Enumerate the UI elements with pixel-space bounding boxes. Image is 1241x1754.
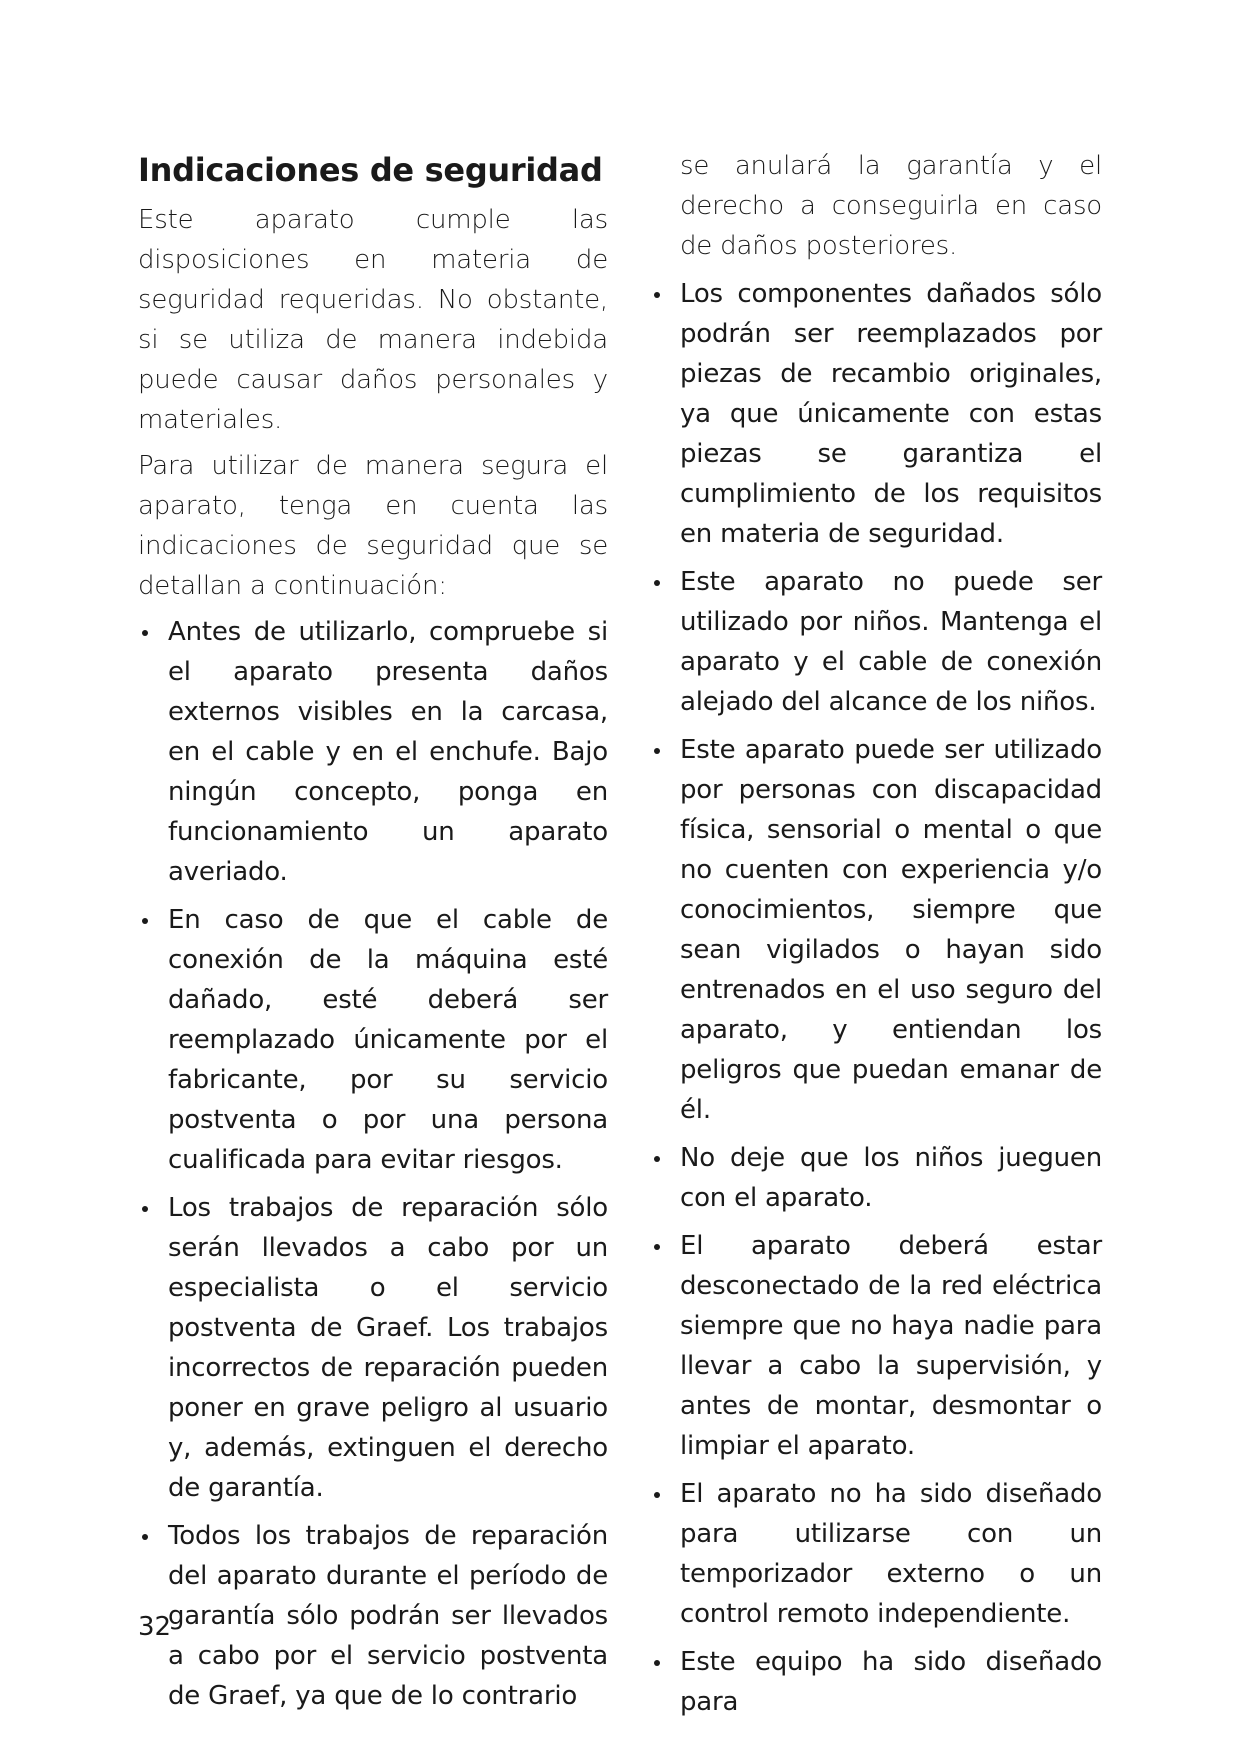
safety-item-text: Antes de utilizarlo, compruebe si el aparato presenta daños externos visibles en la carcasa, en el cable y en el enchufe. Bajo ningún concepto, ponga en funcionamiento un aparato averiado. (168, 617, 608, 887)
continued-text: se anulará la garantía y el derecho a conseguirla en caso de daños posteriores. (680, 151, 1102, 261)
safety-item-text: Este aparato no puede ser utilizado por niños. Mantenga el aparato y el cable de conexión alejado del alcance de los niños. (680, 567, 1102, 717)
safety-item-text: No deje que los niños jueguen con el aparato. (680, 1143, 1102, 1213)
safety-item (650, 1226, 1102, 1466)
safety-item (650, 1474, 1102, 1634)
safety-item (650, 730, 1102, 1130)
safety-item-text: Todos los trabajos de reparación del aparato durante el período de garantía sólo podrán ser llevados a cabo por el servicio postventa de Graef, ya que de lo contrario (168, 1521, 608, 1711)
safety-list-right (650, 274, 1102, 1722)
safety-item-text: Este equipo ha sido diseñado para (680, 1647, 1102, 1717)
page-number: 32 (138, 1612, 172, 1642)
safety-item (650, 1642, 1102, 1722)
bullet-icon (142, 630, 148, 636)
safety-item (138, 1188, 608, 1508)
intro-paragraph: Este aparato cumple las disposiciones en materia de seguridad requeridas. No obstante, si se utiliza de manera indebida puede causar daños personales y materiales. (138, 205, 608, 435)
bullet-icon (142, 918, 148, 924)
bullet-icon (654, 292, 660, 298)
bullet-icon (654, 580, 660, 586)
safety-item (138, 1516, 608, 1716)
bullet-icon (654, 1492, 660, 1498)
safety-item-text: Este aparato puede ser utilizado por personas con discapacidad física, sensorial o mental o que no cuenten con experiencia y/o conocimientos, siempre que sean vigilados o hayan sido entrenados en el uso seguro del aparato, y entiendan los peligros que puedan emanar de él. (680, 735, 1102, 1125)
safety-item-text: En caso de que el cable de conexión de la máquina esté dañado, esté deberá ser reemplazado únicamente por el fabricante, por su servicio postventa o por una persona cualificada para evitar riesgos. (168, 905, 608, 1175)
safety-item-text: Los componentes dañados sólo podrán ser reemplazados por piezas de recambio originales, ya que únicamente con estas piezas se garantiza el cumplimiento de los requisitos en materia de seguridad. (680, 279, 1102, 549)
safety-item (650, 562, 1102, 722)
intro-paragraph: Para utilizar de manera segura el aparato, tenga en cuenta las indicaciones de seguridad que se detallan a continuación: (138, 451, 608, 601)
left-column (138, 130, 608, 1724)
safety-item (138, 900, 608, 1180)
bullet-icon (654, 1244, 660, 1250)
safety-item (138, 612, 608, 892)
right-column (650, 146, 1102, 1730)
safety-item-text: El aparato deberá estar desconectado de la red eléctrica siempre que no haya nadie para llevar a cabo la supervisión, y antes de montar, desmontar o limpiar el aparato. (680, 1231, 1102, 1461)
bullet-icon (142, 1206, 148, 1212)
safety-list-left (138, 612, 608, 1716)
bullet-icon (654, 1156, 660, 1162)
safety-item-text: Los trabajos de reparación sólo serán llevados a cabo por un especialista o el servicio postventa de Graef. Los trabajos incorrectos de reparación pueden poner en grave peligro al usuario y, además, extinguen el derecho de garantía. (168, 1193, 608, 1503)
safety-item-text: El aparato no ha sido diseñado para utilizarse con un temporizador externo o un control remoto independiente. (680, 1479, 1102, 1629)
bullet-icon (142, 1534, 148, 1540)
section-heading: Indicaciones de seguridad (138, 151, 603, 189)
bullet-icon (654, 1660, 660, 1666)
bullet-icon (654, 748, 660, 754)
safety-item (650, 274, 1102, 554)
safety-item (650, 1138, 1102, 1218)
